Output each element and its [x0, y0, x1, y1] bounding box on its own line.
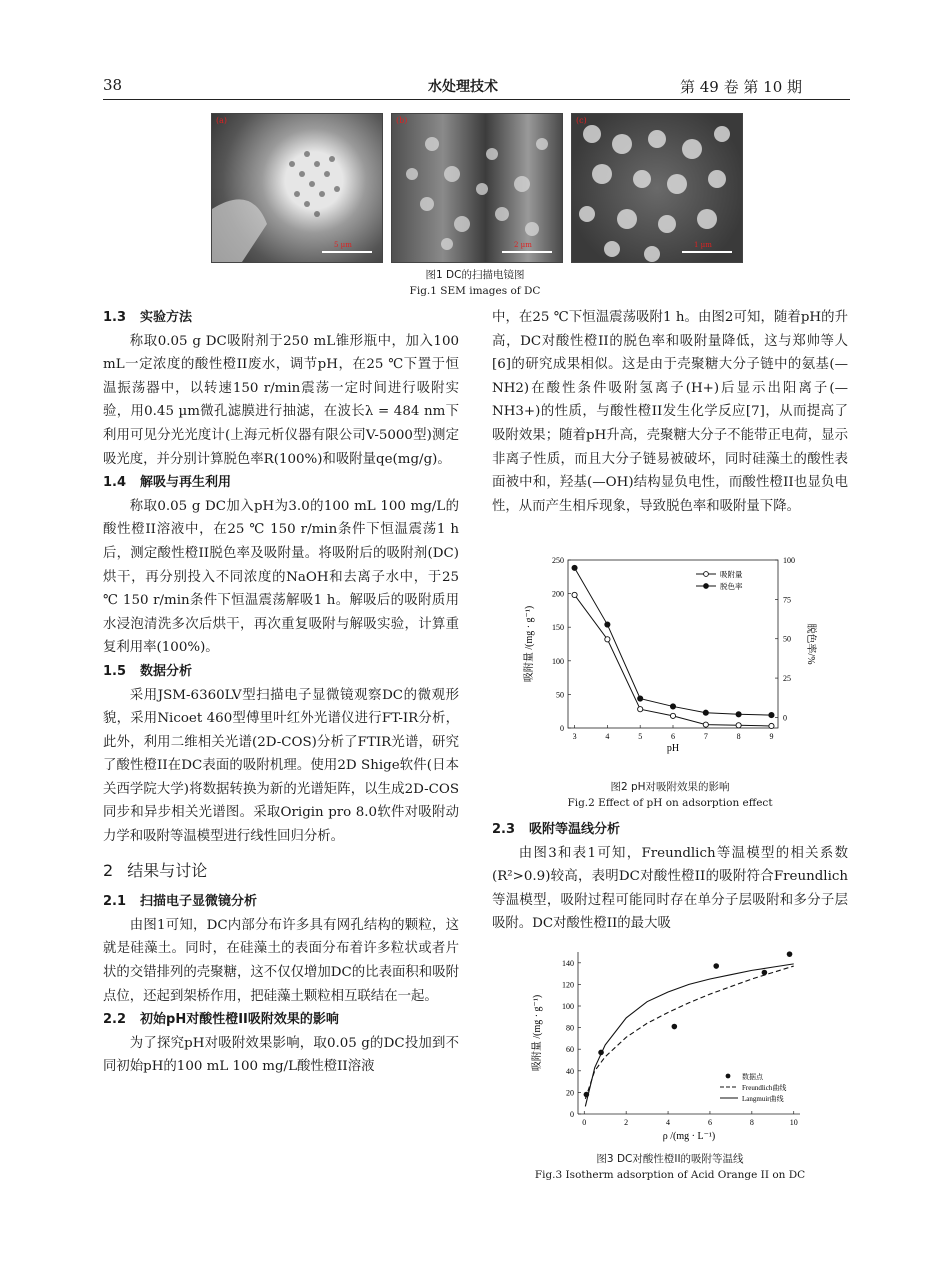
y-tick-label: 80	[566, 1023, 574, 1033]
y-axis-label: 吸附量 /(mg · g⁻¹)	[524, 605, 535, 683]
section-1-3-heading: 1.3 实验方法	[103, 310, 193, 325]
data-point	[638, 696, 643, 701]
figure2-caption-cn: 图2 pH对吸附效果的影响	[610, 781, 730, 793]
y-tick-label: 20	[566, 1088, 574, 1098]
legend-label: Freundlich曲线	[742, 1084, 787, 1092]
data-point	[672, 1024, 678, 1030]
x-tick-label: 8	[749, 1118, 754, 1127]
sem-scale-a: 5 µm	[334, 241, 352, 249]
y-tick-label: 120	[562, 980, 574, 990]
plot-frame	[568, 560, 778, 728]
x-tick-label: 3	[572, 732, 577, 741]
data-point	[703, 722, 708, 727]
y2-axis-label: 脱色率/%	[805, 623, 816, 665]
legend-label: 数据点	[742, 1073, 763, 1081]
x-tick-label: 6	[671, 732, 675, 741]
sem-label-b: (b)	[396, 116, 408, 125]
sem-texture-c	[572, 114, 742, 262]
issue-info: 第 49 卷 第 10 期	[680, 78, 803, 96]
section-2-2-heading: 2.2 初始pH对酸性橙II吸附效果的影响	[103, 1012, 339, 1028]
section-1-4-paragraph: 称取0.05 g DC加入pH为3.0的100 mL 100 mg/L的酸性橙II溶液中，在25 ℃ 150 r/min条件下恒温震荡1 h后，测定酸性橙II脱色率及吸附量。将吸附后的吸附剂(DC)烘干，再分别投入不同浓度的NaOH和去离子水中，于25 ℃ 150 r/min条件下恒温震荡解吸1 h。解吸后的吸附质用水浸泡清洗多次后烘干，再次重复吸附与解吸实验，计算重复利用率(100%)。	[103, 498, 459, 656]
data-point	[769, 712, 774, 717]
page-number: 38	[103, 76, 123, 94]
sem-scale-c: 1 µm	[694, 241, 712, 249]
sem-image-a	[211, 113, 383, 263]
x-axis-label: ρ /(mg · L⁻¹)	[662, 1131, 716, 1142]
y2-tick-label: 25	[783, 674, 791, 684]
sem-image-b	[391, 113, 563, 263]
data-point	[769, 723, 774, 728]
section-2-3-heading: 2.3 吸附等温线分析	[492, 822, 621, 837]
y-axis-label: 吸附量 /(mg · g⁻¹)	[532, 994, 543, 1072]
section-2-2-continued: 中，在25 ℃下恒温震荡吸附1 h。由图2可知，随着pH的升高，DC对酸性橙II的脱色率和吸附量降低，这与郑帅等人[6]的研究成果相似。这是由于壳聚糖大分子链中的氨基(—NH2)在酸性条件吸附氢离子(H+)后显示出阳离子(—NH3+)的性质，与酸性橙II发生化学反应[7]，从而提高了吸附效果；随着pH升高，壳聚糖大分子不能带正电荷，显示非离子性质，而且大分子链易被破坏，同时硅藻土的酸性表面被中和，羟基(—OH)结构显负电性，而酸性橙II也显负电性，从而产生相斥现象，导致脱色率和吸附量下降。	[492, 310, 848, 514]
y-tick-label: 0	[570, 1110, 574, 1119]
x-tick-label: 4	[605, 732, 610, 741]
data-point	[670, 713, 675, 718]
data-point	[703, 710, 708, 715]
data-point	[605, 637, 610, 642]
legend-label: Langmuir曲线	[742, 1095, 784, 1103]
data-point	[572, 592, 577, 597]
legend-marker	[704, 584, 709, 589]
y2-tick-label: 100	[783, 556, 795, 565]
section-1-4-heading: 1.4 解吸与再生利用	[103, 475, 232, 491]
sem-texture-a	[212, 114, 382, 262]
sem-label-c: (c)	[576, 116, 587, 125]
sem-label-a: (a)	[216, 116, 228, 125]
x-tick-label: 7	[703, 732, 708, 741]
data-point	[638, 707, 643, 712]
data-point	[670, 704, 675, 709]
x-tick-label: 5	[638, 732, 643, 741]
y-tick-label: 100	[562, 1002, 574, 1011]
figure2-caption-en: Fig.2 Effect of pH on adsorption effect	[567, 797, 773, 809]
figure1-caption-cn: 图1 DC的扫描电镜图	[425, 269, 525, 281]
x-tick-label: 10	[789, 1118, 798, 1127]
sem-scale-b: 2 µm	[514, 241, 532, 249]
section-2-1-paragraph: 由图1可知，DC内部分布许多具有网孔结构的颗粒，这就是硅藻土。同时，在硅藻土的表面分布着许多粒状或者片状的交错排列的壳聚糖，这不仅仅增加DC的比表面积和吸附点位，还起到架桥作用，把硅藻土颗粒相互联结在一起。	[103, 917, 459, 1004]
data-point	[598, 1050, 604, 1056]
journal-title: 水处理技术	[428, 79, 498, 95]
section-2-2-paragraph: 为了探究pH对吸附效果影响，取0.05 g的DC投加到不同初始pH的100 mL 100 mg/L酸性橙II溶液	[103, 1035, 459, 1075]
data-point	[736, 712, 741, 717]
figure1-caption-en: Fig.1 SEM images of DC	[409, 285, 541, 297]
y-tick-label: 150	[552, 623, 564, 633]
x-tick-label: 8	[736, 732, 741, 741]
section-1-5-paragraph: 采用JSM-6360LV型扫描电子显微镜观察DC的微观形貌，采用Nicoet 460型傅里叶红外光谱仪进行FT-IR分析，此外，利用二维相关光谱(2D-COS)分析了FTIR光谱，研究了酸性橙II在DC表面的吸附机理。使用2D Shige软件(日本关西学院大学)将数据转换为新的光谱矩阵，以生成2D-COS同步和异步相关光谱图。采取Origin pro 8.0软件对吸附动力学和吸附等温模型进行线性回归分析。	[103, 687, 459, 845]
y-tick-label: 50	[556, 690, 564, 700]
legend-label: 吸附量	[720, 570, 743, 579]
data-point	[736, 723, 741, 728]
figure2-chart	[520, 552, 820, 762]
legend-label: 脱色率	[720, 582, 743, 591]
figure3-chart	[526, 946, 816, 1146]
y-tick-label: 60	[566, 1045, 574, 1055]
data-point	[787, 951, 793, 957]
y-tick-label: 250	[552, 556, 564, 565]
left-column	[103, 306, 459, 1079]
y-tick-label: 100	[552, 656, 564, 666]
data-point	[572, 565, 577, 570]
y2-tick-label: 75	[783, 595, 791, 605]
y2-tick-label: 50	[783, 634, 791, 644]
data-point	[713, 963, 719, 969]
x-tick-label: 9	[769, 732, 774, 741]
right-column-bottom	[492, 818, 848, 936]
y-tick-label: 0	[560, 724, 564, 733]
header-rule	[103, 99, 850, 100]
data-point	[584, 1092, 590, 1098]
y-tick-label: 40	[566, 1066, 574, 1076]
data-point	[762, 970, 768, 976]
sem-texture-b	[392, 114, 562, 262]
x-tick-label: 2	[624, 1118, 629, 1127]
right-column-top	[492, 306, 848, 518]
section-2-heading: 2 结果与讨论	[103, 860, 208, 880]
x-tick-label: 6	[707, 1118, 712, 1127]
legend-marker	[704, 572, 709, 577]
sem-image-c	[571, 113, 743, 263]
section-1-5-heading: 1.5 数据分析	[103, 663, 193, 679]
y-tick-label: 140	[562, 958, 574, 968]
section-2-3-paragraph: 由图3和表1可知，Freundlich等温模型的相关系数(R²>0.9)较高，表明DC对酸性橙II的吸附符合Freundlich等温模型，吸附过程可能同时存在单分子层吸附和多分子层吸附。DC对酸性橙II的最大吸	[492, 845, 848, 932]
x-tick-label: 0	[582, 1118, 587, 1127]
x-axis-label: pH	[666, 743, 680, 754]
figure3-caption-en: Fig.3 Isotherm adsorption of Acid Orange II on DC	[534, 1169, 806, 1181]
y-tick-label: 200	[552, 589, 564, 599]
legend-marker	[726, 1074, 731, 1079]
data-point	[605, 622, 610, 627]
y2-tick-label: 0	[783, 713, 787, 723]
x-tick-label: 4	[666, 1118, 671, 1127]
section-2-1-heading: 2.1 扫描电子显微镜分析	[103, 894, 258, 910]
section-1-3-paragraph: 称取0.05 g DC吸附剂于250 mL锥形瓶中，加入100 mL一定浓度的酸性橙II废水，调节pH，在25 ℃下置于恒温振荡器中，以转速150 r/min震荡一定时间进行吸附实验，用0.45 µm微孔滤膜进行抽滤，在波长λ = 484 nm下利用可见分光光度计(上海元析仪器有限公司V-5000型)测定吸光度，并分别计算脱色率R(100%)和吸附量qe(mg/g)。	[103, 333, 459, 467]
figure3-caption-cn: 图3 DC对酸性橙II的吸附等温线	[596, 1153, 744, 1165]
